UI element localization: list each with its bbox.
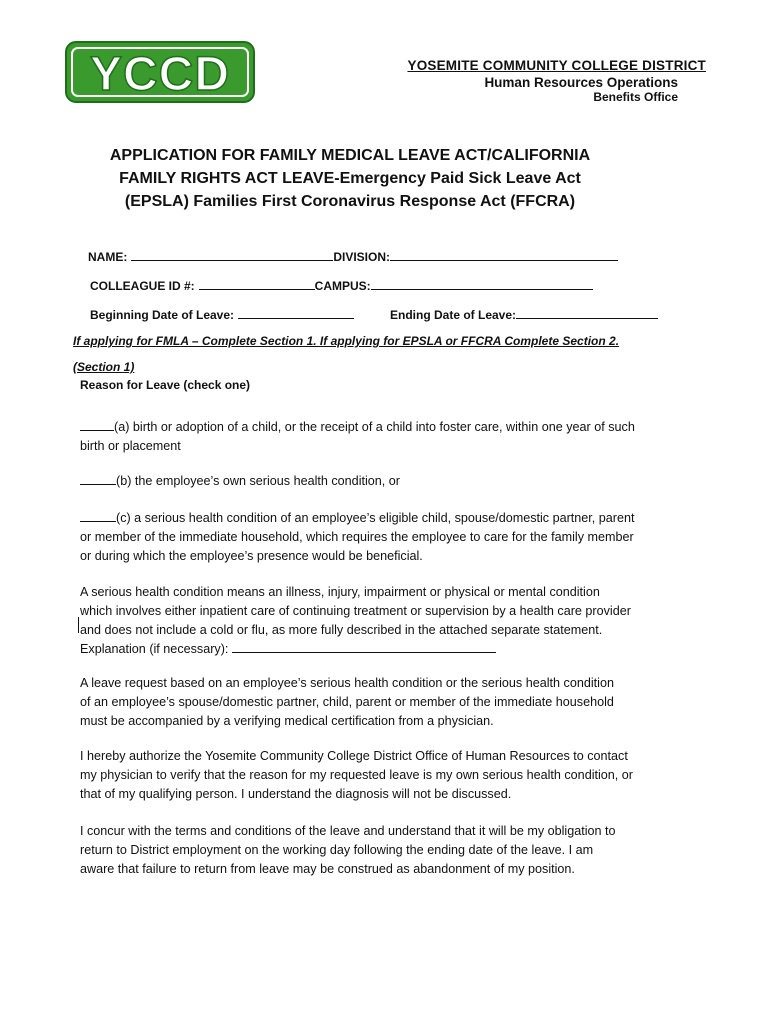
option-c bbox=[80, 509, 705, 566]
colleague-row bbox=[90, 277, 593, 293]
explanation-field[interactable] bbox=[232, 640, 496, 653]
begin-date-row bbox=[90, 306, 354, 322]
begin-date-label: Beginning Date of Leave: bbox=[90, 308, 235, 322]
option-c-text-2: or member of the immediate household, which requires the employee to care for the family member bbox=[80, 530, 634, 544]
concurrence-line-3: aware that failure to return from leave may be construed as abandonment of my position. bbox=[80, 862, 575, 876]
concurrence-line-2: return to District employment on the working day following the ending date of the leave. I am bbox=[80, 843, 594, 857]
authorization-paragraph bbox=[80, 747, 705, 804]
option-b-checkbox[interactable] bbox=[80, 472, 116, 485]
name-label: NAME: bbox=[88, 250, 128, 264]
end-date-row bbox=[390, 306, 658, 322]
campus-field[interactable] bbox=[371, 277, 593, 290]
division-label: DIVISION: bbox=[333, 250, 390, 264]
option-c-checkbox[interactable] bbox=[80, 509, 116, 522]
certification-paragraph bbox=[80, 674, 705, 731]
option-b bbox=[80, 472, 705, 491]
option-a-text-1: (a) birth or adoption of a child, or the receipt of a child into foster care, within one year of such bbox=[114, 420, 635, 434]
authorization-line-1: I hereby authorize the Yosemite Community College District Office of Human Resources to contact bbox=[80, 749, 628, 763]
campus-label: CAMPUS: bbox=[314, 279, 371, 293]
concurrence-paragraph bbox=[80, 822, 705, 879]
reason-heading: Reason for Leave (check one) bbox=[80, 378, 251, 392]
explanation-label: Explanation (if necessary): bbox=[80, 642, 229, 656]
title-line-1: APPLICATION FOR FAMILY MEDICAL LEAVE ACT/CALIFORNIA bbox=[109, 147, 591, 164]
end-date-label: Ending Date of Leave: bbox=[390, 308, 517, 322]
logo-text: YCCD bbox=[89, 48, 231, 101]
authorization-line-3: that of my qualifying person. I understand the diagnosis will not be discussed. bbox=[80, 787, 512, 801]
definition-line-1: A serious health condition means an illness, injury, impairment or physical or mental condition bbox=[80, 585, 600, 599]
option-a-checkbox[interactable] bbox=[80, 418, 114, 431]
division-field[interactable] bbox=[390, 248, 618, 261]
page-title bbox=[60, 144, 640, 213]
authorization-line-2: my physician to verify that the reason for my requested leave is my own serious health condition, or bbox=[80, 768, 633, 782]
option-c-text-1: (c) a serious health condition of an employee’s eligible child, spouse/domestic partner, parent bbox=[116, 511, 635, 525]
option-a-text-2: birth or placement bbox=[80, 439, 181, 453]
certification-line-1: A leave request based on an employee’s serious health condition or the serious health condition bbox=[80, 676, 614, 690]
concurrence-line-1: I concur with the terms and conditions of the leave and understand that it will be my obligation to bbox=[80, 824, 616, 838]
instructions: If applying for FMLA – Complete Section 1. If applying for EPSLA or FFCRA Complete Section 2. bbox=[73, 334, 620, 348]
name-field[interactable] bbox=[131, 248, 333, 261]
title-line-2: FAMILY RIGHTS ACT LEAVE-Emergency Paid Sick Leave Act bbox=[119, 170, 581, 187]
section-1-heading: (Section 1) bbox=[73, 360, 135, 374]
begin-date-field[interactable] bbox=[238, 306, 354, 319]
department-name: Human Resources Operations bbox=[484, 75, 678, 90]
option-b-text: (b) the employee’s own serious health condition, or bbox=[116, 474, 400, 488]
text-cursor bbox=[78, 617, 79, 633]
option-c-text-3: or during which the employee’s presence would be beneficial. bbox=[80, 549, 423, 563]
office-name: Benefits Office bbox=[593, 90, 678, 104]
title-line-3: (EPSLA) Families First Coronavirus Response Act (FFCRA) bbox=[124, 193, 576, 210]
option-a bbox=[80, 418, 705, 456]
certification-line-3: must be accompanied by a verifying medical certification from a physician. bbox=[80, 714, 494, 728]
colleague-id-label: COLLEAGUE ID #: bbox=[90, 279, 195, 293]
colleague-id-field[interactable] bbox=[199, 277, 315, 290]
yccd-logo bbox=[64, 40, 256, 104]
org-name: YOSEMITE COMMUNITY COLLEGE DISTRICT bbox=[407, 58, 706, 73]
name-row bbox=[88, 248, 618, 264]
definition-line-3: and does not include a cold or flu, as more fully described in the attached separate statement. bbox=[80, 623, 603, 637]
definition-line-2: which involves either inpatient care of continuing treatment or supervision by a health care provider bbox=[80, 604, 631, 618]
definition-paragraph bbox=[80, 583, 705, 659]
certification-line-2: of an employee’s spouse/domestic partner, child, parent or member of the immediate household bbox=[80, 695, 614, 709]
end-date-field[interactable] bbox=[516, 306, 658, 319]
